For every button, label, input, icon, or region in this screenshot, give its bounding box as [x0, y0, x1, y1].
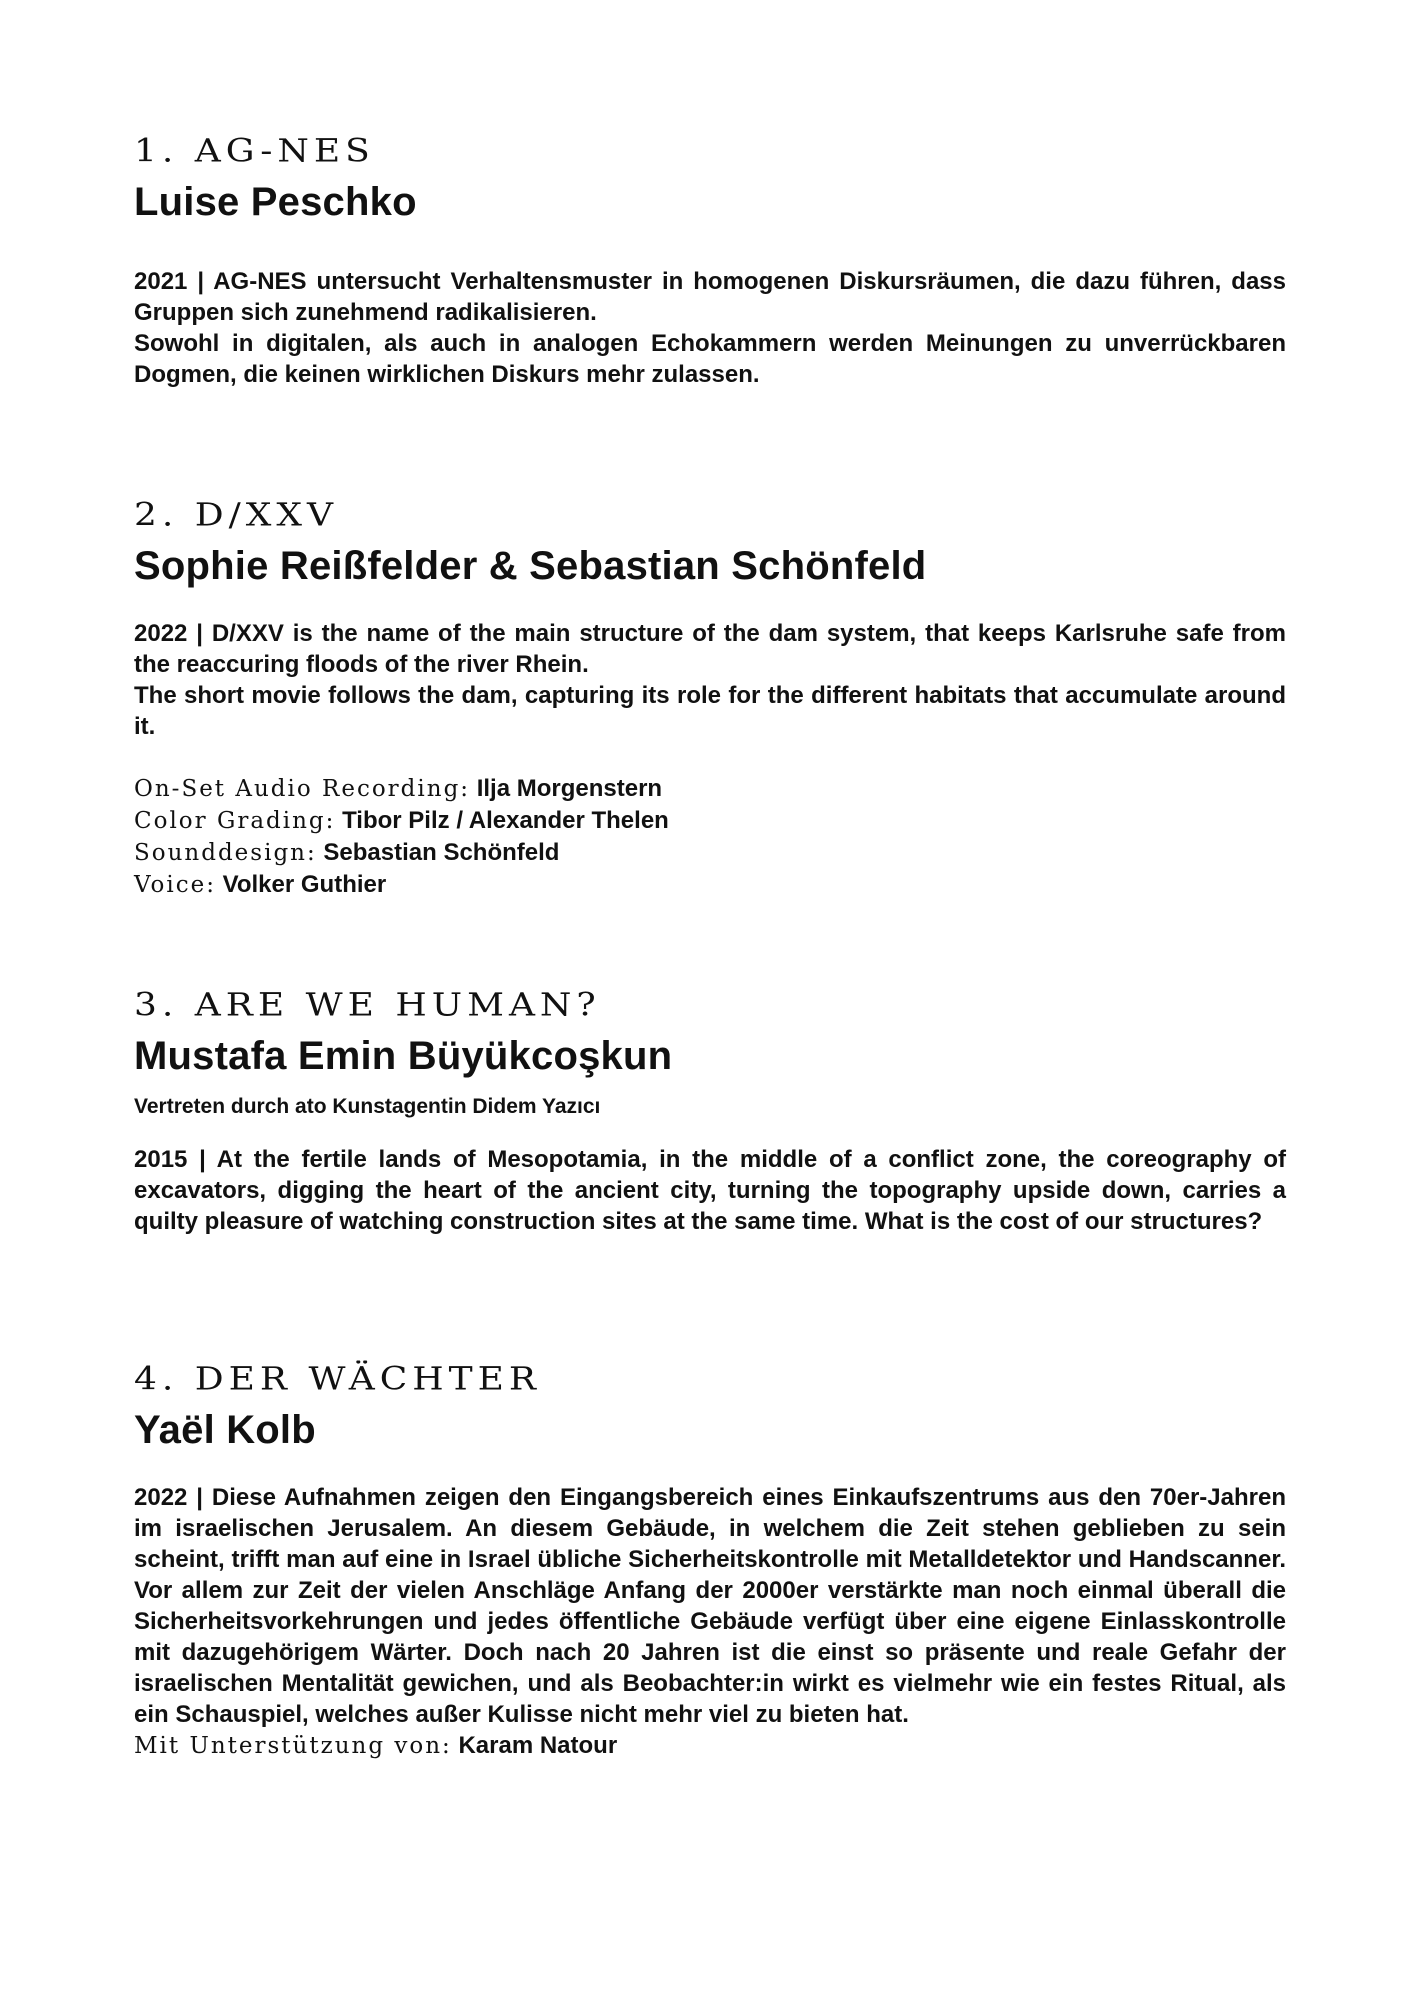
credit-line: [134, 805, 1286, 837]
credit-line: [134, 1730, 1286, 1762]
credit-role: Voice:: [134, 872, 216, 898]
description-paragraph: The short movie follows the dam, capturing its role for the different habitats that accumulate around it.: [134, 682, 1286, 740]
entry-artist: Luise Peschko: [134, 180, 417, 224]
entry-title: 3. ARE WE HUMAN?: [134, 987, 601, 1024]
credit-line: [134, 773, 1286, 805]
credit-role: On-Set Audio Recording:: [134, 776, 471, 802]
entry-description: [134, 618, 1286, 742]
description-paragraph: 2021 | AG-NES untersucht Verhaltensmuster in homogenen Diskursräumen, die dazu führen, dass Gruppen sich zunehmend radikalisieren.: [134, 268, 1286, 326]
credit-name: Karam Natour: [458, 1732, 618, 1759]
description-paragraph: 2015 | At the fertile lands of Mesopotamia, in the middle of a conflict zone, the coreography of excavators, digging the heart of the ancient city, turning the topography upside down, carries a quilty pleasure of watching construction sites at the same time. What is the cost of our structures?: [134, 1146, 1286, 1235]
credit-role: Color Grading:: [134, 808, 336, 834]
entry-artist: Sophie Reißfelder & Sebastian Schönfeld: [134, 544, 927, 588]
entry-der-waechter: [134, 1356, 1286, 1762]
credit-name: Ilja Morgenstern: [476, 775, 663, 802]
credit-name: Volker Guthier: [222, 871, 387, 898]
entry-artist: Mustafa Emin Büyükcoşkun: [134, 1034, 673, 1078]
program-page: [134, 128, 1286, 1762]
credits-list: [134, 773, 1286, 901]
description-paragraph: 2022 | Diese Aufnahmen zeigen den Eingangsbereich eines Einkaufszentrums aus den 70er-Jahren im israelischen Jerusalem. An diesem Gebäude, in welchem die Zeit stehen geblieben zu sein scheint, trifft man auf eine in Israel übliche Sicherheitskontrolle mit Metalldetektor und Handscanner. Vor allem zur Zeit der vielen Anschläge Anfang der 2000er verstärkte man noch einmal überall die Sicherheitsvorkehrungen und jedes öffentliche Gebäude verfügt über eine eigene Einlasskontrolle mit dazugehörigem Wärter. Doch nach 20 Jahren ist die einst so präsente und reale Gefahr der israelischen Mentalität gewichen, und als Beobachter:in wirkt es vielmehr wie ein festes Ritual, als ein Schauspiel, welches außer Kulisse nicht mehr viel zu bieten hat.: [134, 1484, 1286, 1728]
entry-d-xxv: [134, 492, 1286, 982]
credit-line: [134, 869, 1286, 901]
entry-artist: Yaël Kolb: [134, 1408, 316, 1452]
representation-note: Vertreten durch ato Kunstagentin Didem Yazıcı: [134, 1095, 601, 1118]
credit-role: Sounddesign:: [134, 840, 317, 866]
credit-name: Tibor Pilz / Alexander Thelen: [342, 807, 669, 834]
credit-line: [134, 837, 1286, 869]
entry-description: [134, 1144, 1286, 1237]
credit-name: Sebastian Schönfeld: [323, 839, 560, 866]
credit-role: Mit Unterstützung von:: [134, 1733, 452, 1759]
entry-title: 2. D/XXV: [134, 497, 339, 534]
credits-list: [134, 1730, 1286, 1762]
entry-ag-nes: [134, 128, 1286, 492]
entry-description: [134, 1482, 1286, 1730]
description-paragraph: Sowohl in digitalen, als auch in analogen Echokammern werden Meinungen zu unverrückbaren Dogmen, die keinen wirklichen Diskurs mehr zulassen.: [134, 330, 1286, 388]
description-paragraph: 2022 | D/XXV is the name of the main structure of the dam system, that keeps Karlsruhe safe from the reaccuring floods of the river Rhein.: [134, 620, 1286, 678]
entry-description: [134, 266, 1286, 390]
entry-are-we-human: [134, 982, 1286, 1356]
entry-title: 1. AG-NES: [134, 133, 375, 170]
entry-title: 4. DER WÄCHTER: [134, 1361, 542, 1398]
